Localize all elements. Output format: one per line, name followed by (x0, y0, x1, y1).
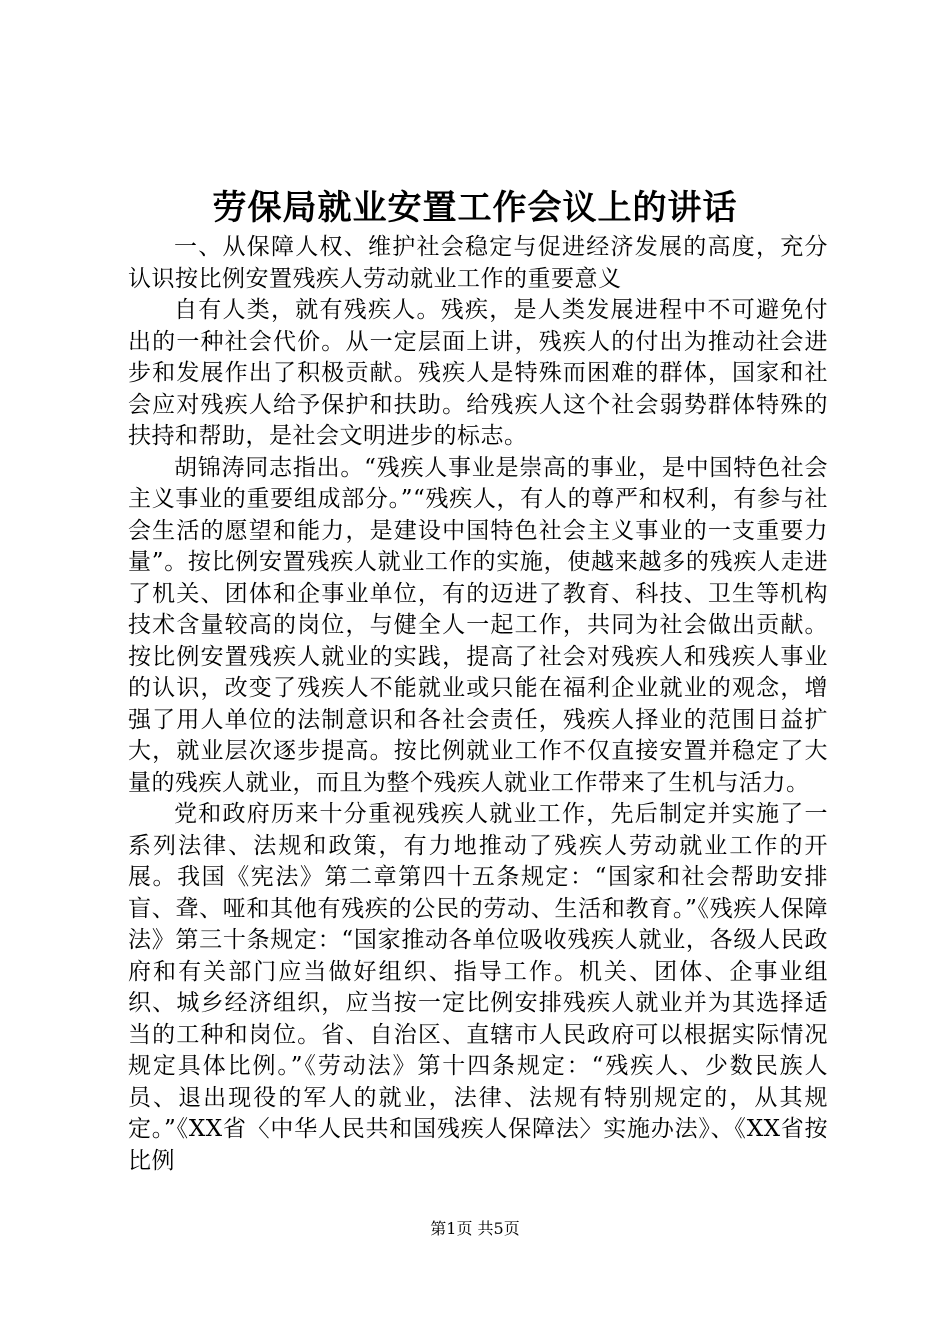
paragraph: 胡锦涛同志指出。“残疾人事业是崇高的事业，是中国特色社会主义事业的重要组成部分。”“残疾人，有人的尊严和权利，有参与社会生活的愿望和能力，是建设中国特色社会主义事业的一支重要力量”。按比例安置残疾人就业工作的实施，使越来越多的残疾人走进了机关、团体和企事业单位，有的迈进了教育、科技、卫生等机构技术含量较高的岗位，与健全人一起工作，共同为社会做出贡献。按比例安置残疾人就业的实践，提高了社会对残疾人和残疾人事业的认识，改变了残疾人不能就业或只能在福利企业就业的观念，增强了用人单位的法制意识和各社会责任，残疾人择业的范围日益扩大，就业层次逐步提高。按比例就业工作不仅直接安置并稳定了大量的残疾人就业，而且为整个残疾人就业工作带来了生机与活力。 (128, 454, 828, 796)
document-body (128, 232, 828, 1177)
paragraph: 党和政府历来十分重视残疾人就业工作，先后制定并实施了一系列法律、法规和政策，有力地推动了残疾人劳动就业工作的开展。我国《宪法》第二章第四十五条规定：“国家和社会帮助安排盲、聋、哑和其他有残疾的公民的劳动、生活和教育。”《残疾人保障法》第三十条规定：“国家推动各单位吸收残疾人就业，各级人民政府和有关部门应当做好组织、指导工作。机关、团体、企事业组织、城乡经济组织，应当按一定比例安排残疾人就业并为其选择适当的工种和岗位。省、自治区、直辖市人民政府可以根据实际情况规定具体比例。”《劳动法》第十四条规定：“残疾人、少数民族人员、退出现役的军人的就业，法律、法规有特别规定的，从其规定。”《XX省〈中华人民共和国残疾人保障法〉实施办法》、《XX省按比例 (128, 801, 828, 1174)
document-title: 劳保局就业安置工作会议上的讲话 (212, 188, 738, 228)
paragraph: 自有人类，就有残疾人。残疾，是人类发展进程中不可避免付出的一种社会代价。从一定层面上讲，残疾人的付出为推动社会进步和发展作出了积极贡献。残疾人是特殊而困难的群体，国家和社会应对残疾人给予保护和扶助。给残疾人这个社会弱势群体特殊的扶持和帮助，是社会文明进步的标志。 (128, 297, 828, 449)
page-number: 第1页 共5页 (430, 1219, 520, 1238)
paragraph-heading: 一、从保障人权、维护社会稳定与促进经济发展的高度，充分认识按比例安置残疾人劳动就业工作的重要意义 (128, 234, 828, 292)
